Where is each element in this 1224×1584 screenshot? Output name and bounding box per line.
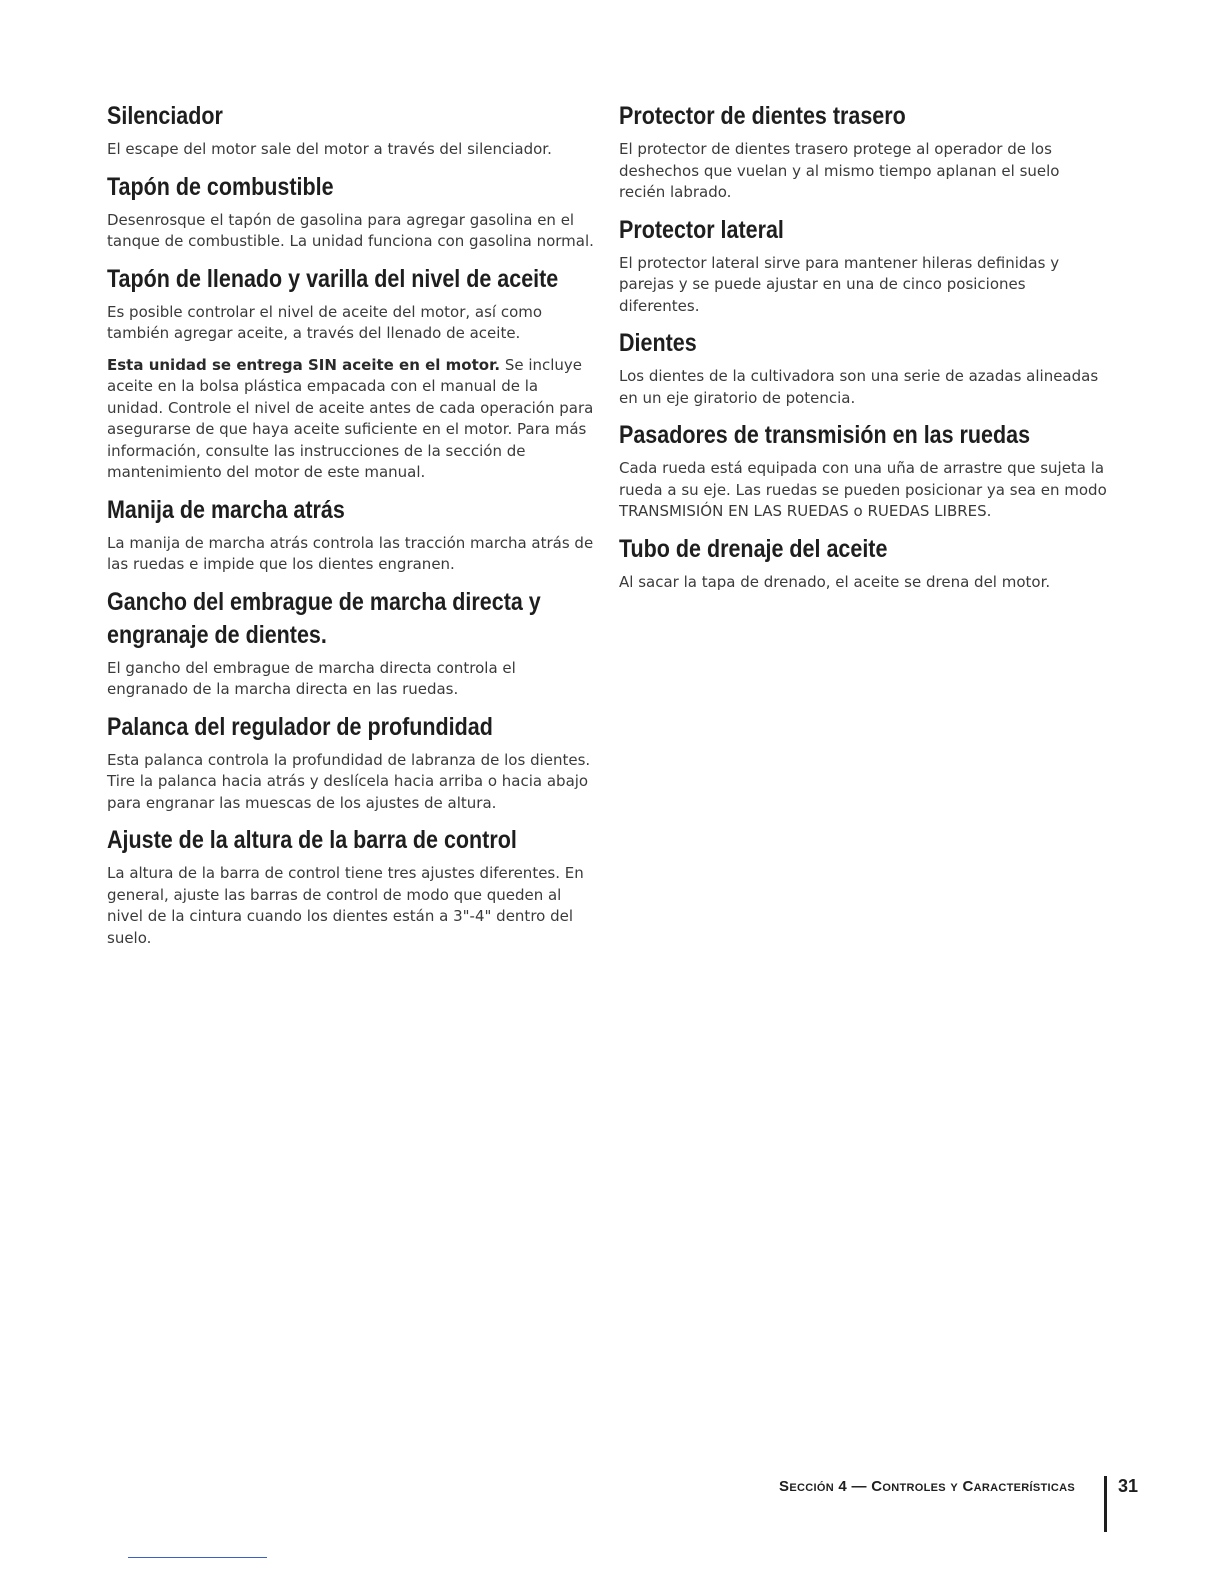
- section-manija: [107, 494, 599, 576]
- section-body: Al sacar la tapa de drenado, el aceite se drena del motor.: [619, 572, 1051, 591]
- footer-divider: [1104, 1476, 1107, 1532]
- section-tapon-combustible: [107, 171, 599, 253]
- footer-section-title: Sección 4 — Controles y Características: [779, 1478, 1075, 1495]
- note-text: Se incluye aceite en la bolsa plástica empacada con el manual de la unidad. Controle el nivel de aceite antes de cada operación para asegurarse de que haya aceite suficiente en el motor. Para más información, consulte las instrucciones de la sección de mantenimiento del motor de este manual.: [107, 355, 594, 481]
- section-body: Los dientes de la cultivadora son una serie de azadas alineadas en un eje giratorio de potencia.: [619, 367, 1099, 407]
- section-dientes: [619, 327, 1111, 409]
- section-body: Cada rueda está equipada con una uña de arrastre que sujeta la rueda a su eje. Las ruedas se pueden posicionar ya sea en modo TRANSMISIÓN EN LAS RUEDAS o RUEDAS LIBRES.: [619, 459, 1107, 520]
- section-ajuste: [107, 824, 599, 949]
- section-heading: Manija de marcha atrás: [107, 495, 345, 524]
- section-body: El protector de dientes trasero protege al operador de los deshechos que vuelan y al mismo tiempo aplanan el suelo recién labrado.: [619, 140, 1060, 201]
- section-pasadores: [619, 419, 1111, 523]
- section-body: El protector lateral sirve para mantener hileras definidas y parejas y se puede ajustar en una de cinco posiciones diferentes.: [619, 253, 1060, 315]
- section-body: Es posible controlar el nivel de aceite del motor, así como también agregar aceite, a través del llenado de aceite.: [107, 302, 543, 342]
- section-heading: Silenciador: [107, 102, 223, 130]
- section-body: El gancho del embrague de marcha directa controla el engranado de la marcha directa en las ruedas.: [107, 658, 516, 698]
- section-tapon-llenado: [107, 263, 599, 484]
- section-heading: Dientes: [619, 329, 697, 357]
- section-tubo: [619, 533, 1111, 594]
- section-heading: Ajuste de la altura de la barra de control: [107, 826, 517, 854]
- right-column: [619, 100, 1111, 603]
- page-number: 31: [1118, 1476, 1139, 1496]
- section-gancho: [107, 586, 599, 701]
- section-palanca: [107, 711, 599, 815]
- bold-lead-text: Esta unidad se entrega SIN aceite en el motor.: [107, 355, 501, 374]
- section-body: Desenrosque el tapón de gasolina para agregar gasolina en el tanque de combustible. La unidad funciona con gasolina normal.: [107, 210, 594, 250]
- section-body: La manija de marcha atrás controla las tracción marcha atrás de las ruedas e impide que los dientes engranen.: [107, 533, 594, 573]
- section-heading: Pasadores de transmisión en las ruedas: [619, 421, 1031, 449]
- section-body: El escape del motor sale del motor a través del silenciador.: [107, 140, 552, 158]
- section-heading: Protector de dientes trasero: [619, 102, 906, 130]
- section-heading: Gancho del embrague de marcha directa y engranaje de dientes.: [107, 587, 541, 649]
- section-body: La altura de la barra de control tiene tres ajustes diferentes. En general, ajuste las barras de control de modo que queden al nivel de la cintura cuando los dientes están a 3"-4" dentro del suelo.: [107, 864, 584, 947]
- section-heading: Tapón de llenado y varilla del nivel de aceite: [107, 264, 559, 293]
- section-body: Esta palanca controla la profundidad de labranza de los dientes. Tire la palanca hacia atrás y deslícela hacia arriba o hacia abajo para engranar las muescas de los ajustes de altura.: [107, 750, 591, 812]
- section-silenciador: [107, 100, 599, 161]
- section-heading: Tapón de combustible: [107, 172, 334, 201]
- section-protector-lateral: [619, 214, 1111, 318]
- left-column: [107, 100, 599, 959]
- section-heading: Palanca del regulador de profundidad: [107, 712, 493, 741]
- section-body-note: [107, 355, 597, 484]
- bottom-rule: [128, 1557, 267, 1558]
- section-heading: Protector lateral: [619, 215, 784, 244]
- section-protector-trasero: [619, 100, 1111, 204]
- section-heading: Tubo de drenaje del aceite: [619, 534, 888, 563]
